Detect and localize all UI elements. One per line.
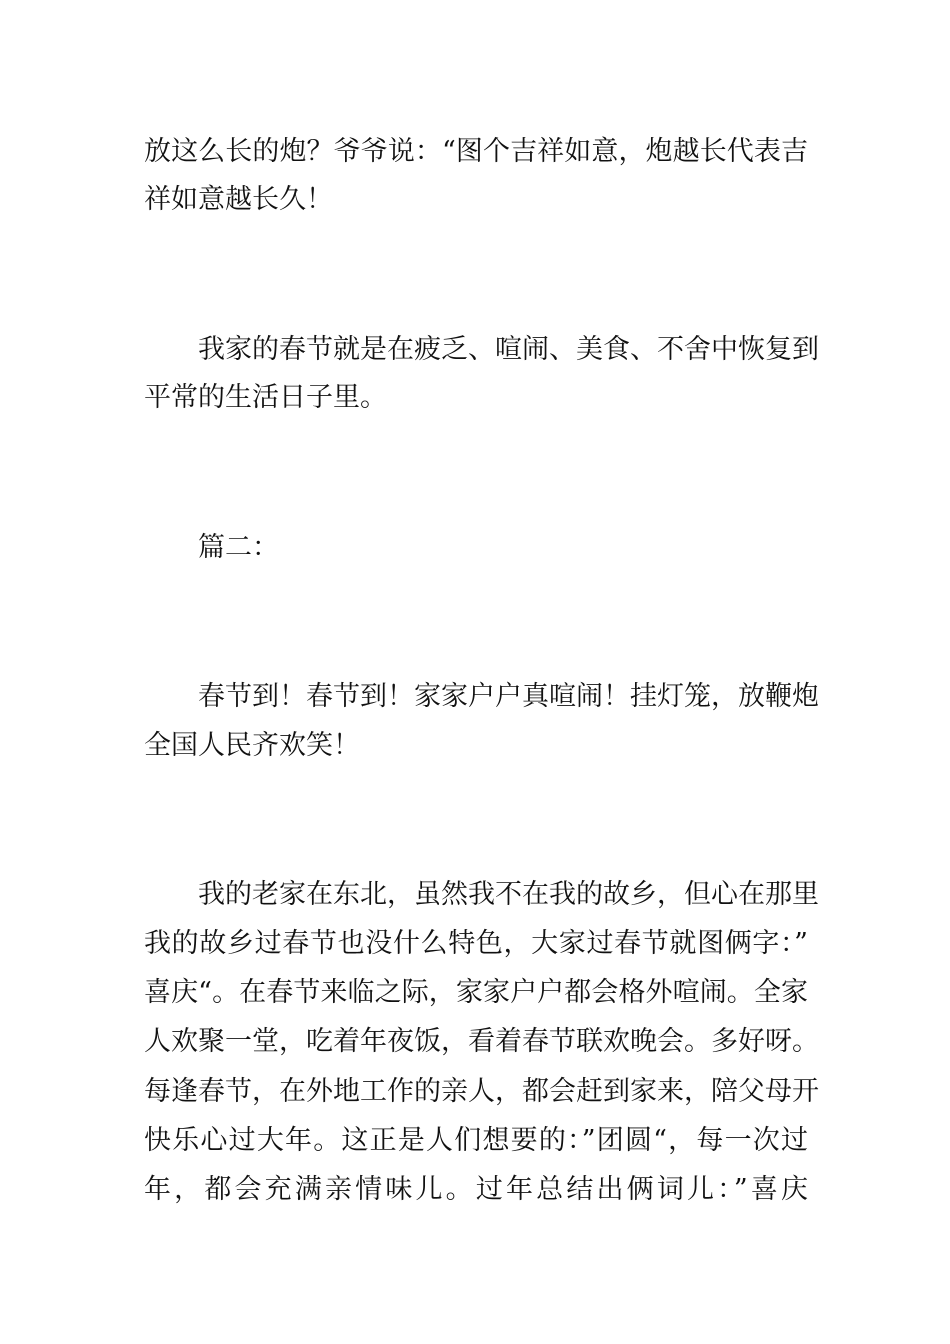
section-heading: 篇二： [198, 532, 279, 563]
paragraph-4-line-6: 快乐心过大年。这正是人们想要的：”团圆“，每一次过 [144, 1125, 808, 1156]
paragraph-4-line-7: 年，都会充满亲情味儿。过年总结出俩词儿：”喜庆 [144, 1174, 808, 1205]
paragraph-4-line-1: 我的老家在东北，虽然我不在我的故乡，但心在那里 [198, 879, 819, 910]
paragraph-4-line-2: 我的故乡过春节也没什么特色，大家过春节就图俩字：” [144, 928, 808, 959]
paragraph-4-line-4: 人欢聚一堂，吃着年夜饭，看着春节联欢晚会。多好呀。 [144, 1026, 819, 1057]
paragraph-2-line-1: 我家的春节就是在疲乏、喧闹、美食、不舍中恢复到 [198, 334, 819, 365]
paragraph-4-line-3: 喜庆“。在春节来临之际，家家户户都会格外喧闹。全家 [144, 977, 808, 1008]
paragraph-3-line-1: 春节到！春节到！家家户户真喧闹！挂灯笼，放鞭炮 [198, 681, 819, 712]
paragraph-4-line-5: 每逢春节，在外地工作的亲人，都会赶到家来，陪父母开 [144, 1076, 819, 1107]
paragraph-1-line-1: 放这么长的炮？爷爷说：“图个吉祥如意，炮越长代表吉 [144, 136, 808, 167]
paragraph-3-line-2: 全国人民齐欢笑！ [144, 730, 360, 761]
paragraph-2-line-2: 平常的生活日子里。 [144, 382, 387, 413]
paragraph-1-line-2: 祥如意越长久！ [144, 184, 333, 215]
